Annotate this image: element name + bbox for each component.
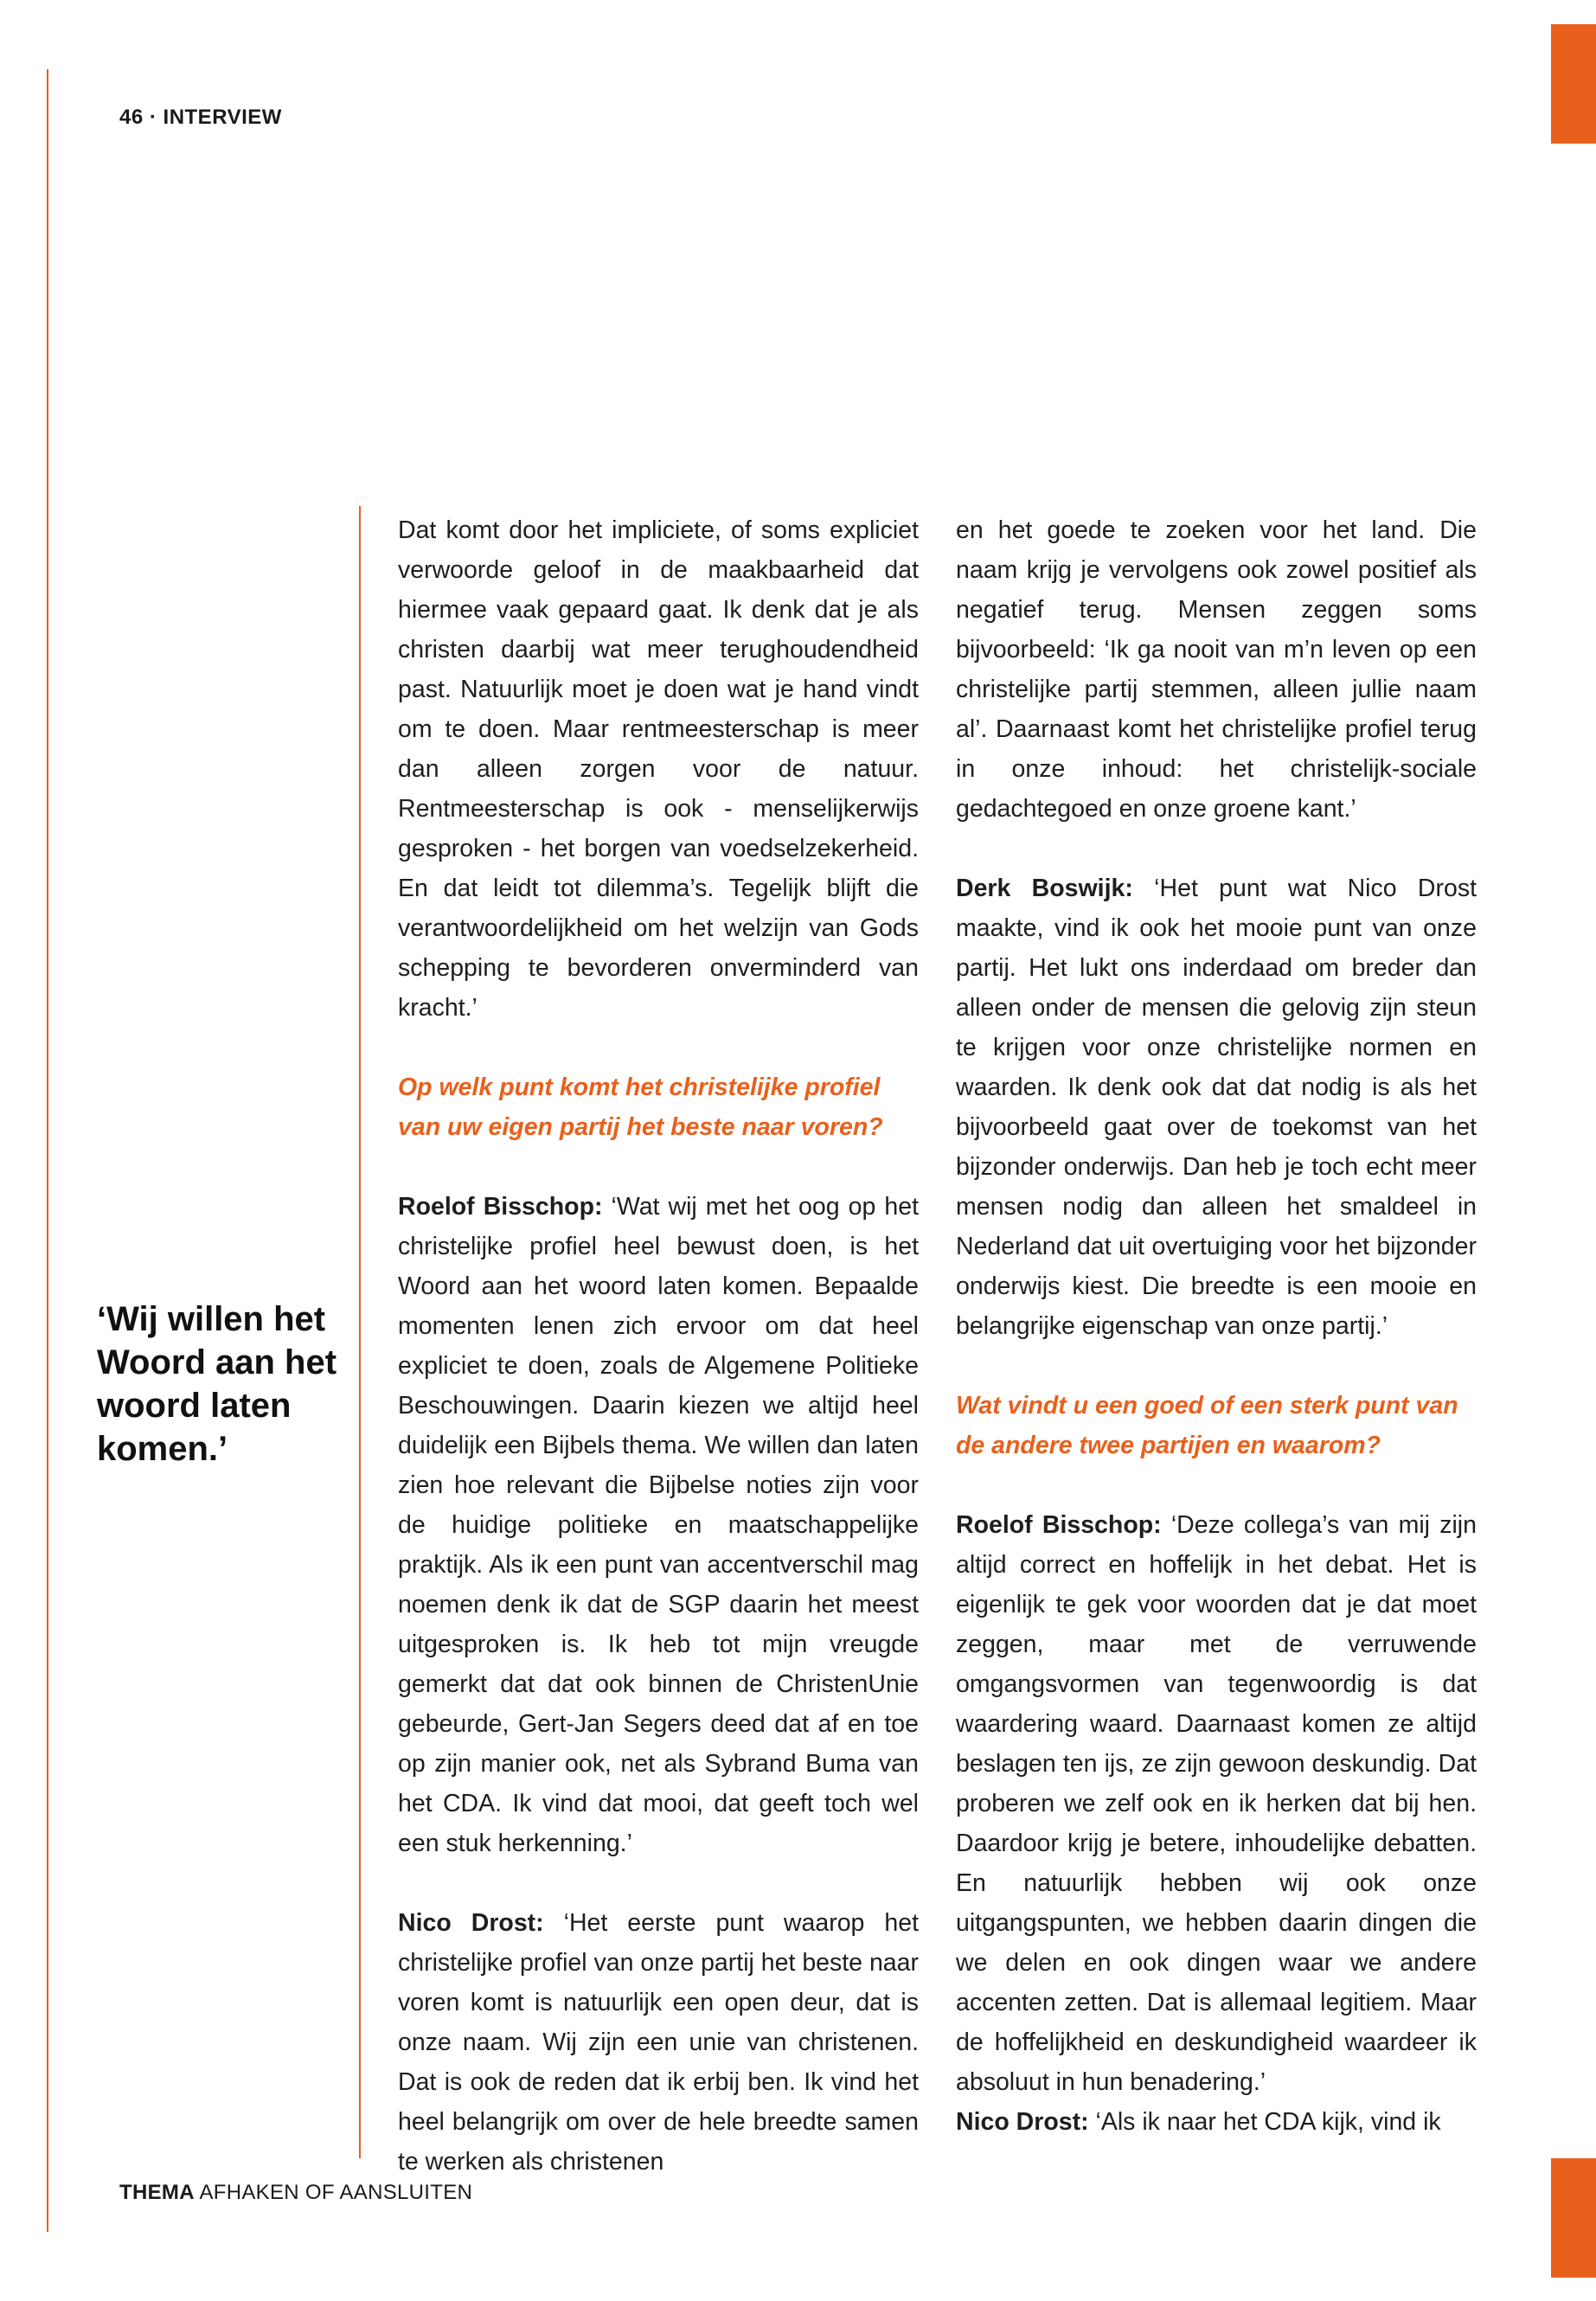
paragraph (956, 2102, 1477, 2142)
column-rule (359, 506, 361, 2158)
interview-question: Op welk punt komt het christelijke profiel van uw eigen partij het beste naar voren? (398, 1074, 883, 1141)
answer-text: ‘Deze collega’s van mij zijn altijd correct en hoffelijk in het debat. Het is eigenlijk te gek voor woorden dat je dat moet zeggen, maar met de verruwende omgangsvormen van tegenwoordig is dat waardering waard. Daarnaast komen ze altijd beslagen ten ijs, ze zijn gewoon deskundig. Dat proberen we zelf ook en ik herken dat bij hen. Daardoor krijg je betere, inhoudelijke debatten. En natuurlijk hebben wij ook onze uitgangspunten, we hebben daarin dingen die we delen en ook dingen waar we andere accenten zetten. Dat is allemaal legitiem. Maar de hoffelijkheid en deskundigheid waardeer ik absoluut in hun benadering.’ (956, 1511, 1477, 2096)
paragraph (398, 1187, 919, 1863)
paragraph (956, 868, 1477, 1346)
speaker-name: Roelof Bisschop: (398, 1193, 603, 1221)
answer-text: ‘Het eerste punt waarop het christelijke profiel van onze partij het beste naar voren komt is natuurlijk een open deur, dat is onze naam. Wij zijn een unie van christenen. Dat is ook de reden dat ik erbij ben. Ik vind het heel belangrijk om over de hele breedte samen te werken als christenen (398, 1909, 920, 2176)
answer-text: ‘Wat wij met het oog op het christelijke profiel heel bewust doen, is het Woord aan het woord laten komen. Bepaalde momenten lenen zich ervoor om dat heel expliciet te doen, zoals de Algemene Politieke Beschouwingen. Daarin kiezen we altijd heel duidelijk een Bijbels thema. We willen dan laten zien hoe relevant die Bijbelse noties zijn voor de huidige politieke en maatschappelijke praktijk. Als ik een punt van accentverschil mag noemen denk ik dat de SGP daarin het meest uitgesproken is. Ik heb tot mijn vreugde gemerkt dat dat ook binnen de ChristenUnie gebeurde, Gert-Jan Segers deed dat af en toe op zijn manier ook, net als Sybrand Buma van het CDA. Ik vind dat mooi, dat geeft toch wel een stuk herkenning.’ (398, 1193, 919, 1857)
answer-text: ‘Het punt wat Nico Drost maakte, vind ik ook het mooie punt van onze partij. Het lukt ons inderdaad om breder dan alleen onder de mensen die gelovig zijn steun te krijgen voor onze christelijke normen en waarden. Ik denk ook dat dat nodig is als het bijvoorbeeld gaat over de toekomst van het bijzonder onderwijs. Dan heb je toch echt meer mensen nodig dan alleen het smaldeel in Nederland dat uit overtuiging voor het bijzonder onderwijs kiest. Die breedte is een mooie en belangrijke eigenschap van onze partij.’ (956, 875, 1477, 1340)
speaker-name: Derk Boswijk: (956, 875, 1133, 902)
orange-corner-tab-bottom (1551, 2158, 1596, 2278)
speaker-name: Nico Drost: (956, 2108, 1089, 2136)
pull-quote: ‘Wij willen het Woord aan het woord laten komen.’ (97, 1300, 337, 1468)
paragraph (398, 1903, 919, 2182)
article-column-2 (956, 510, 1477, 2142)
answer-text: ‘Als ik naar het CDA kijk, vind ik (1088, 2108, 1441, 2136)
page-footer (119, 2181, 472, 2205)
paragraph (956, 1505, 1477, 2102)
page-header: 46 · INTERVIEW (119, 106, 282, 129)
paragraph: en het goede te zoeken voor het land. Die naam krijg je vervolgens ook zowel positief als negatief terug. Mensen zeggen soms bijvoorbeeld: ‘Ik ga nooit van m’n leven op een christelijke partij stemmen, alleen jullie naam al’. Daarnaast komt het christelijke profiel terug in onze inhoud: het christelijk-sociale gedachtegoed en onze groene kant.’ (956, 516, 1477, 823)
margin-rule (47, 69, 48, 2232)
article-column-1 (398, 510, 919, 2182)
paragraph: Dat komt door het impliciete, of soms expliciet verwoorde geloof in de maakbaarheid dat hiermee vaak gepaard gaat. Ik denk dat je als christen daarbij wat meer terughoudendheid past. Natuurlijk moet je doen wat je hand vindt om te doen. Maar rentmeesterschap is meer dan alleen zorgen voor de natuur. Rentmeesterschap is ook - menselijkerwijs gesproken - het borgen van voedselzekerheid. En dat leidt tot dilemma’s. Tegelijk blijft die verantwoordelijkheid om het welzijn van Gods schepping te bevorderen onverminderd van kracht.’ (398, 516, 919, 1022)
orange-corner-tab-top (1551, 24, 1596, 144)
footer-title: AFHAKEN OF AANSLUITEN (194, 2181, 473, 2204)
speaker-name: Nico Drost: (398, 1909, 544, 1937)
interview-question: Wat vindt u een goed of een sterk punt van de andere twee partijen en waarom? (956, 1392, 1458, 1459)
footer-thema-label: THEMA (119, 2181, 195, 2204)
speaker-name: Roelof Bisschop: (956, 1511, 1162, 1539)
